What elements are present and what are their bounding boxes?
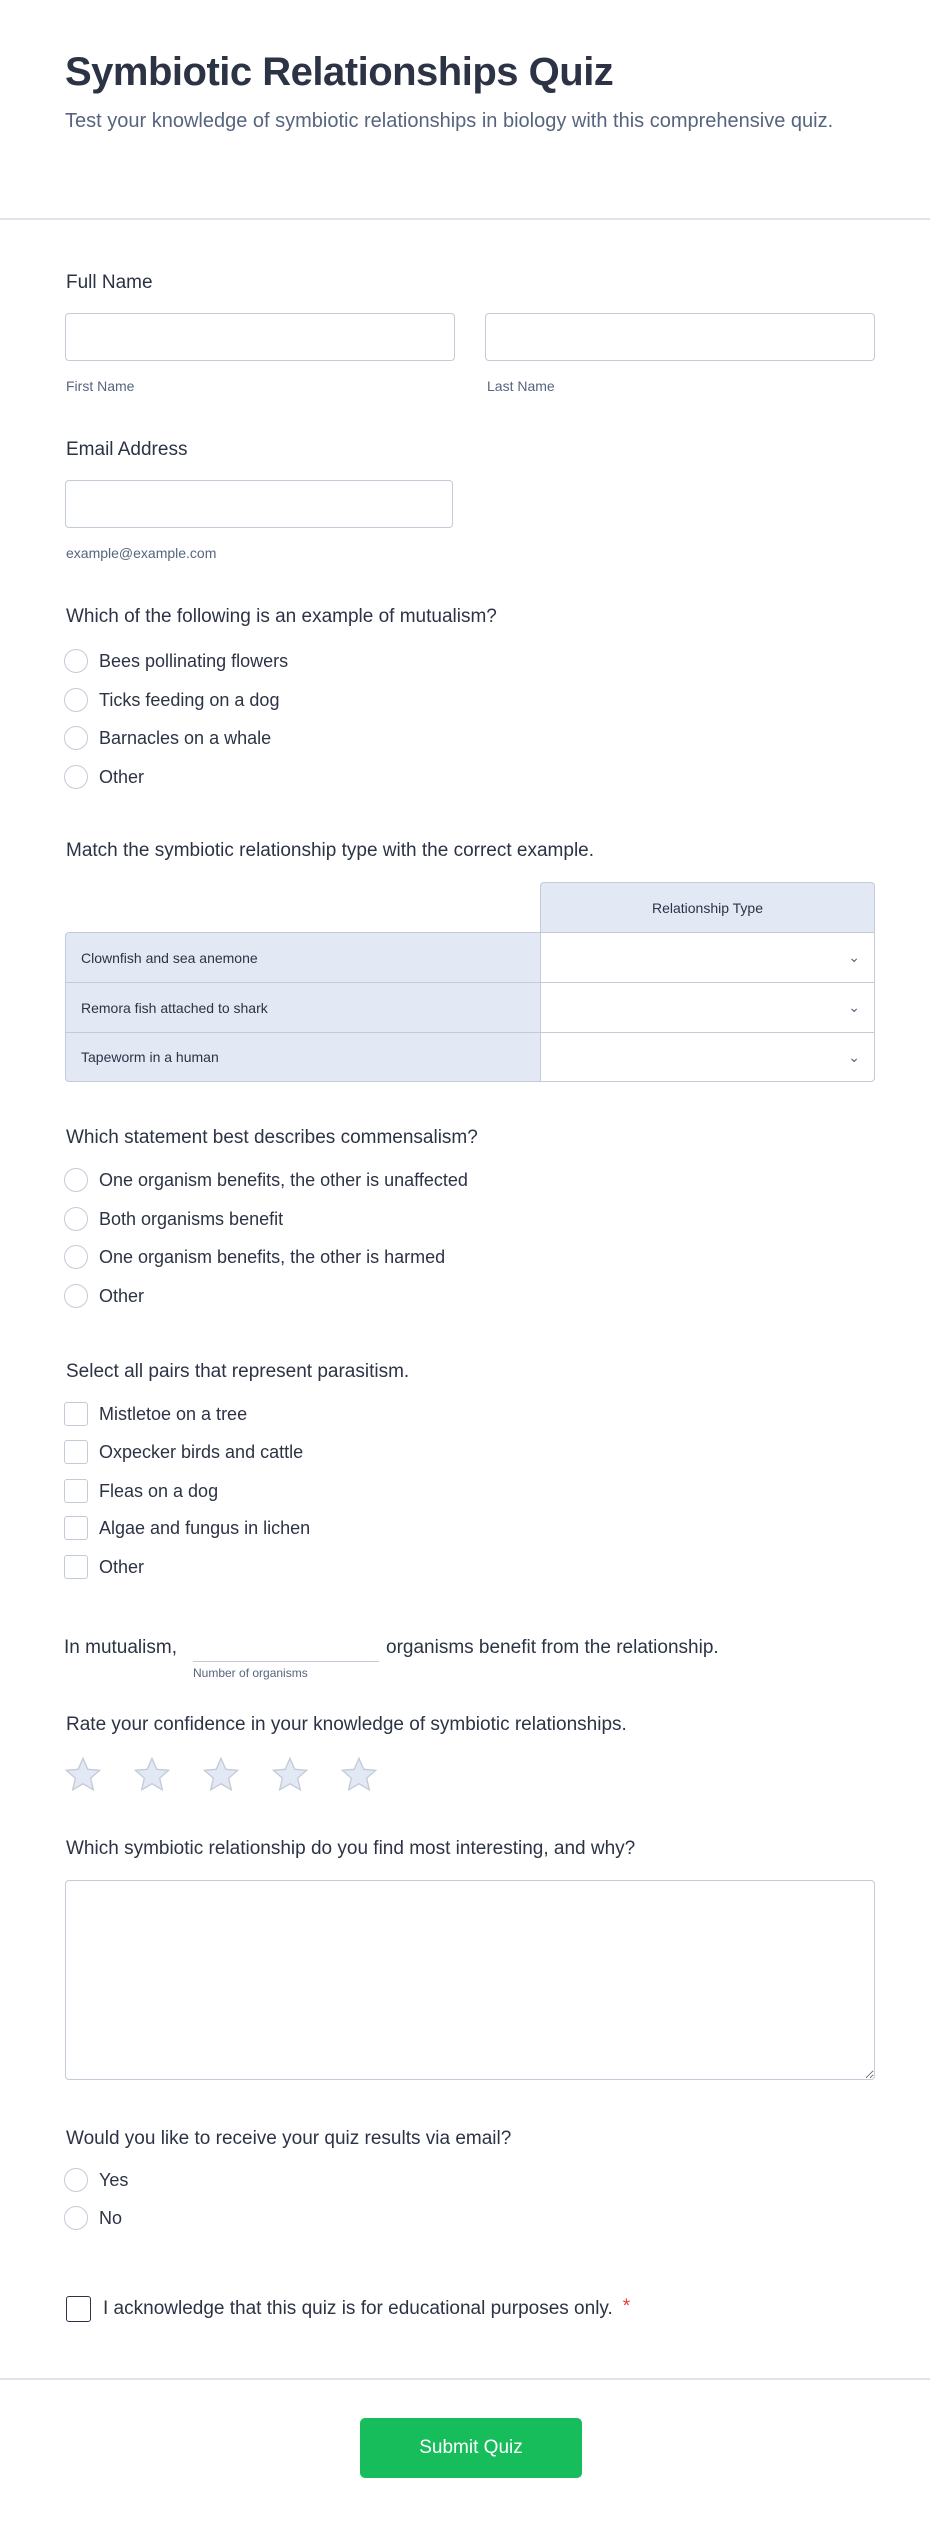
matrix-row-label: Tapeworm in a human [65, 1032, 540, 1082]
q1-option[interactable] [64, 688, 279, 712]
q3-option[interactable] [64, 1245, 445, 1269]
header-divider [0, 218, 930, 220]
option-label: Other [99, 766, 145, 787]
matrix-dropdown[interactable] [540, 982, 875, 1032]
footer-divider [0, 2378, 930, 2380]
radio-button[interactable] [64, 649, 88, 673]
checkbox[interactable] [64, 1555, 88, 1579]
q4-label: Select all pairs that represent parasitism. [66, 1361, 410, 1382]
q1-option[interactable] [64, 765, 144, 789]
first-name-sublabel: First Name [66, 378, 135, 394]
required-asterisk: * [622, 2296, 631, 2317]
last-name-input[interactable] [485, 313, 875, 361]
organisms-count-input[interactable] [193, 1632, 379, 1662]
acknowledge-row[interactable] [66, 2296, 630, 2322]
matrix-table [65, 882, 875, 1082]
results-option-yes[interactable] [64, 2168, 128, 2192]
fill-after-text: organisms benefit from the relationship. [386, 1637, 719, 1658]
option-label: Algae and fungus in lichen [99, 1517, 311, 1538]
results-option-no[interactable] [64, 2206, 122, 2230]
q1-label: Which of the following is an example of mutualism? [66, 606, 497, 627]
radio-button[interactable] [64, 2168, 88, 2192]
essay-label: Which symbiotic relationship do you find most interesting, and why? [66, 1838, 636, 1859]
checkbox[interactable] [64, 1402, 88, 1426]
q3-option[interactable] [64, 1168, 468, 1192]
option-label: No [99, 2207, 123, 2228]
matrix-row-label: Remora fish attached to shark [65, 982, 540, 1032]
radio-button[interactable] [64, 1245, 88, 1269]
matrix-label: Match the symbiotic relationship type with the correct example. [66, 840, 595, 861]
option-label: Bees pollinating flowers [99, 650, 289, 671]
chevron-down-icon: ⌄ [848, 999, 860, 1015]
star-icon[interactable] [201, 1755, 241, 1795]
checkbox[interactable] [64, 1479, 88, 1503]
radio-button[interactable] [64, 726, 88, 750]
last-name-sublabel: Last Name [487, 378, 555, 394]
q4-option[interactable] [64, 1516, 310, 1540]
matrix-dropdown[interactable] [540, 932, 875, 982]
chevron-down-icon: ⌄ [848, 1048, 860, 1065]
email-label: Email Address [66, 439, 188, 460]
radio-button[interactable] [64, 1207, 88, 1231]
q1-option[interactable] [64, 649, 288, 673]
radio-button[interactable] [64, 1168, 88, 1192]
page-subtitle: Test your knowledge of symbiotic relationships in biology with this comprehensive quiz. [65, 110, 834, 132]
option-label: Fleas on a dog [99, 1480, 219, 1501]
matrix-corner [65, 882, 540, 932]
option-label: Barnacles on a whale [99, 727, 272, 748]
results-label: Would you like to receive your quiz results via email? [66, 2128, 512, 2149]
email-input[interactable] [65, 480, 453, 528]
star-icon[interactable] [270, 1755, 310, 1795]
acknowledge-label: I acknowledge that this quiz is for educational purposes only. [103, 2298, 613, 2319]
option-label: Both organisms benefit [99, 1208, 284, 1229]
option-label: Ticks feeding on a dog [99, 689, 280, 710]
q4-option[interactable] [64, 1479, 218, 1503]
q3-option[interactable] [64, 1207, 283, 1231]
essay-textarea[interactable] [65, 1880, 875, 2080]
chevron-down-icon: ⌄ [848, 949, 860, 965]
option-label: Yes [99, 2169, 129, 2190]
matrix-row-label: Clownfish and sea anemone [65, 932, 540, 982]
option-label: Other [99, 1285, 145, 1306]
page-title: Symbiotic Relationships Quiz [65, 50, 614, 94]
rating-label: Rate your confidence in your knowledge of symbiotic relationships. [66, 1714, 627, 1735]
star-icon[interactable] [132, 1755, 172, 1795]
email-sublabel: example@example.com [66, 545, 217, 561]
radio-button[interactable] [64, 1284, 88, 1308]
matrix-dropdown[interactable] [540, 1032, 875, 1082]
checkbox[interactable] [64, 1440, 88, 1464]
first-name-input[interactable] [65, 313, 455, 361]
full-name-label: Full Name [66, 272, 153, 293]
option-label: Mistletoe on a tree [99, 1403, 248, 1424]
option-label: Oxpecker birds and cattle [99, 1441, 304, 1462]
star-icon[interactable] [63, 1755, 103, 1795]
matrix-column-header: Relationship Type [540, 882, 875, 932]
acknowledge-checkbox[interactable] [66, 2296, 91, 2322]
checkbox[interactable] [64, 1516, 88, 1540]
star-icon[interactable] [339, 1755, 379, 1795]
q4-option[interactable] [64, 1555, 144, 1579]
submit-button[interactable]: Submit Quiz [360, 2418, 582, 2478]
radio-button[interactable] [64, 2206, 88, 2230]
radio-button[interactable] [64, 688, 88, 712]
fill-sublabel: Number of organisms [193, 1666, 308, 1680]
option-label: One organism benefits, the other is unaffected [99, 1169, 468, 1190]
q3-label: Which statement best describes commensalism? [66, 1127, 478, 1148]
q1-option[interactable] [64, 726, 271, 750]
option-label: Other [99, 1556, 145, 1577]
q4-option[interactable] [64, 1440, 303, 1464]
option-label: One organism benefits, the other is harmed [99, 1246, 446, 1267]
fill-before-text: In mutualism, [64, 1637, 177, 1658]
q3-option[interactable] [64, 1284, 144, 1308]
q4-option[interactable] [64, 1402, 247, 1426]
star-rating [63, 1755, 379, 1795]
radio-button[interactable] [64, 765, 88, 789]
